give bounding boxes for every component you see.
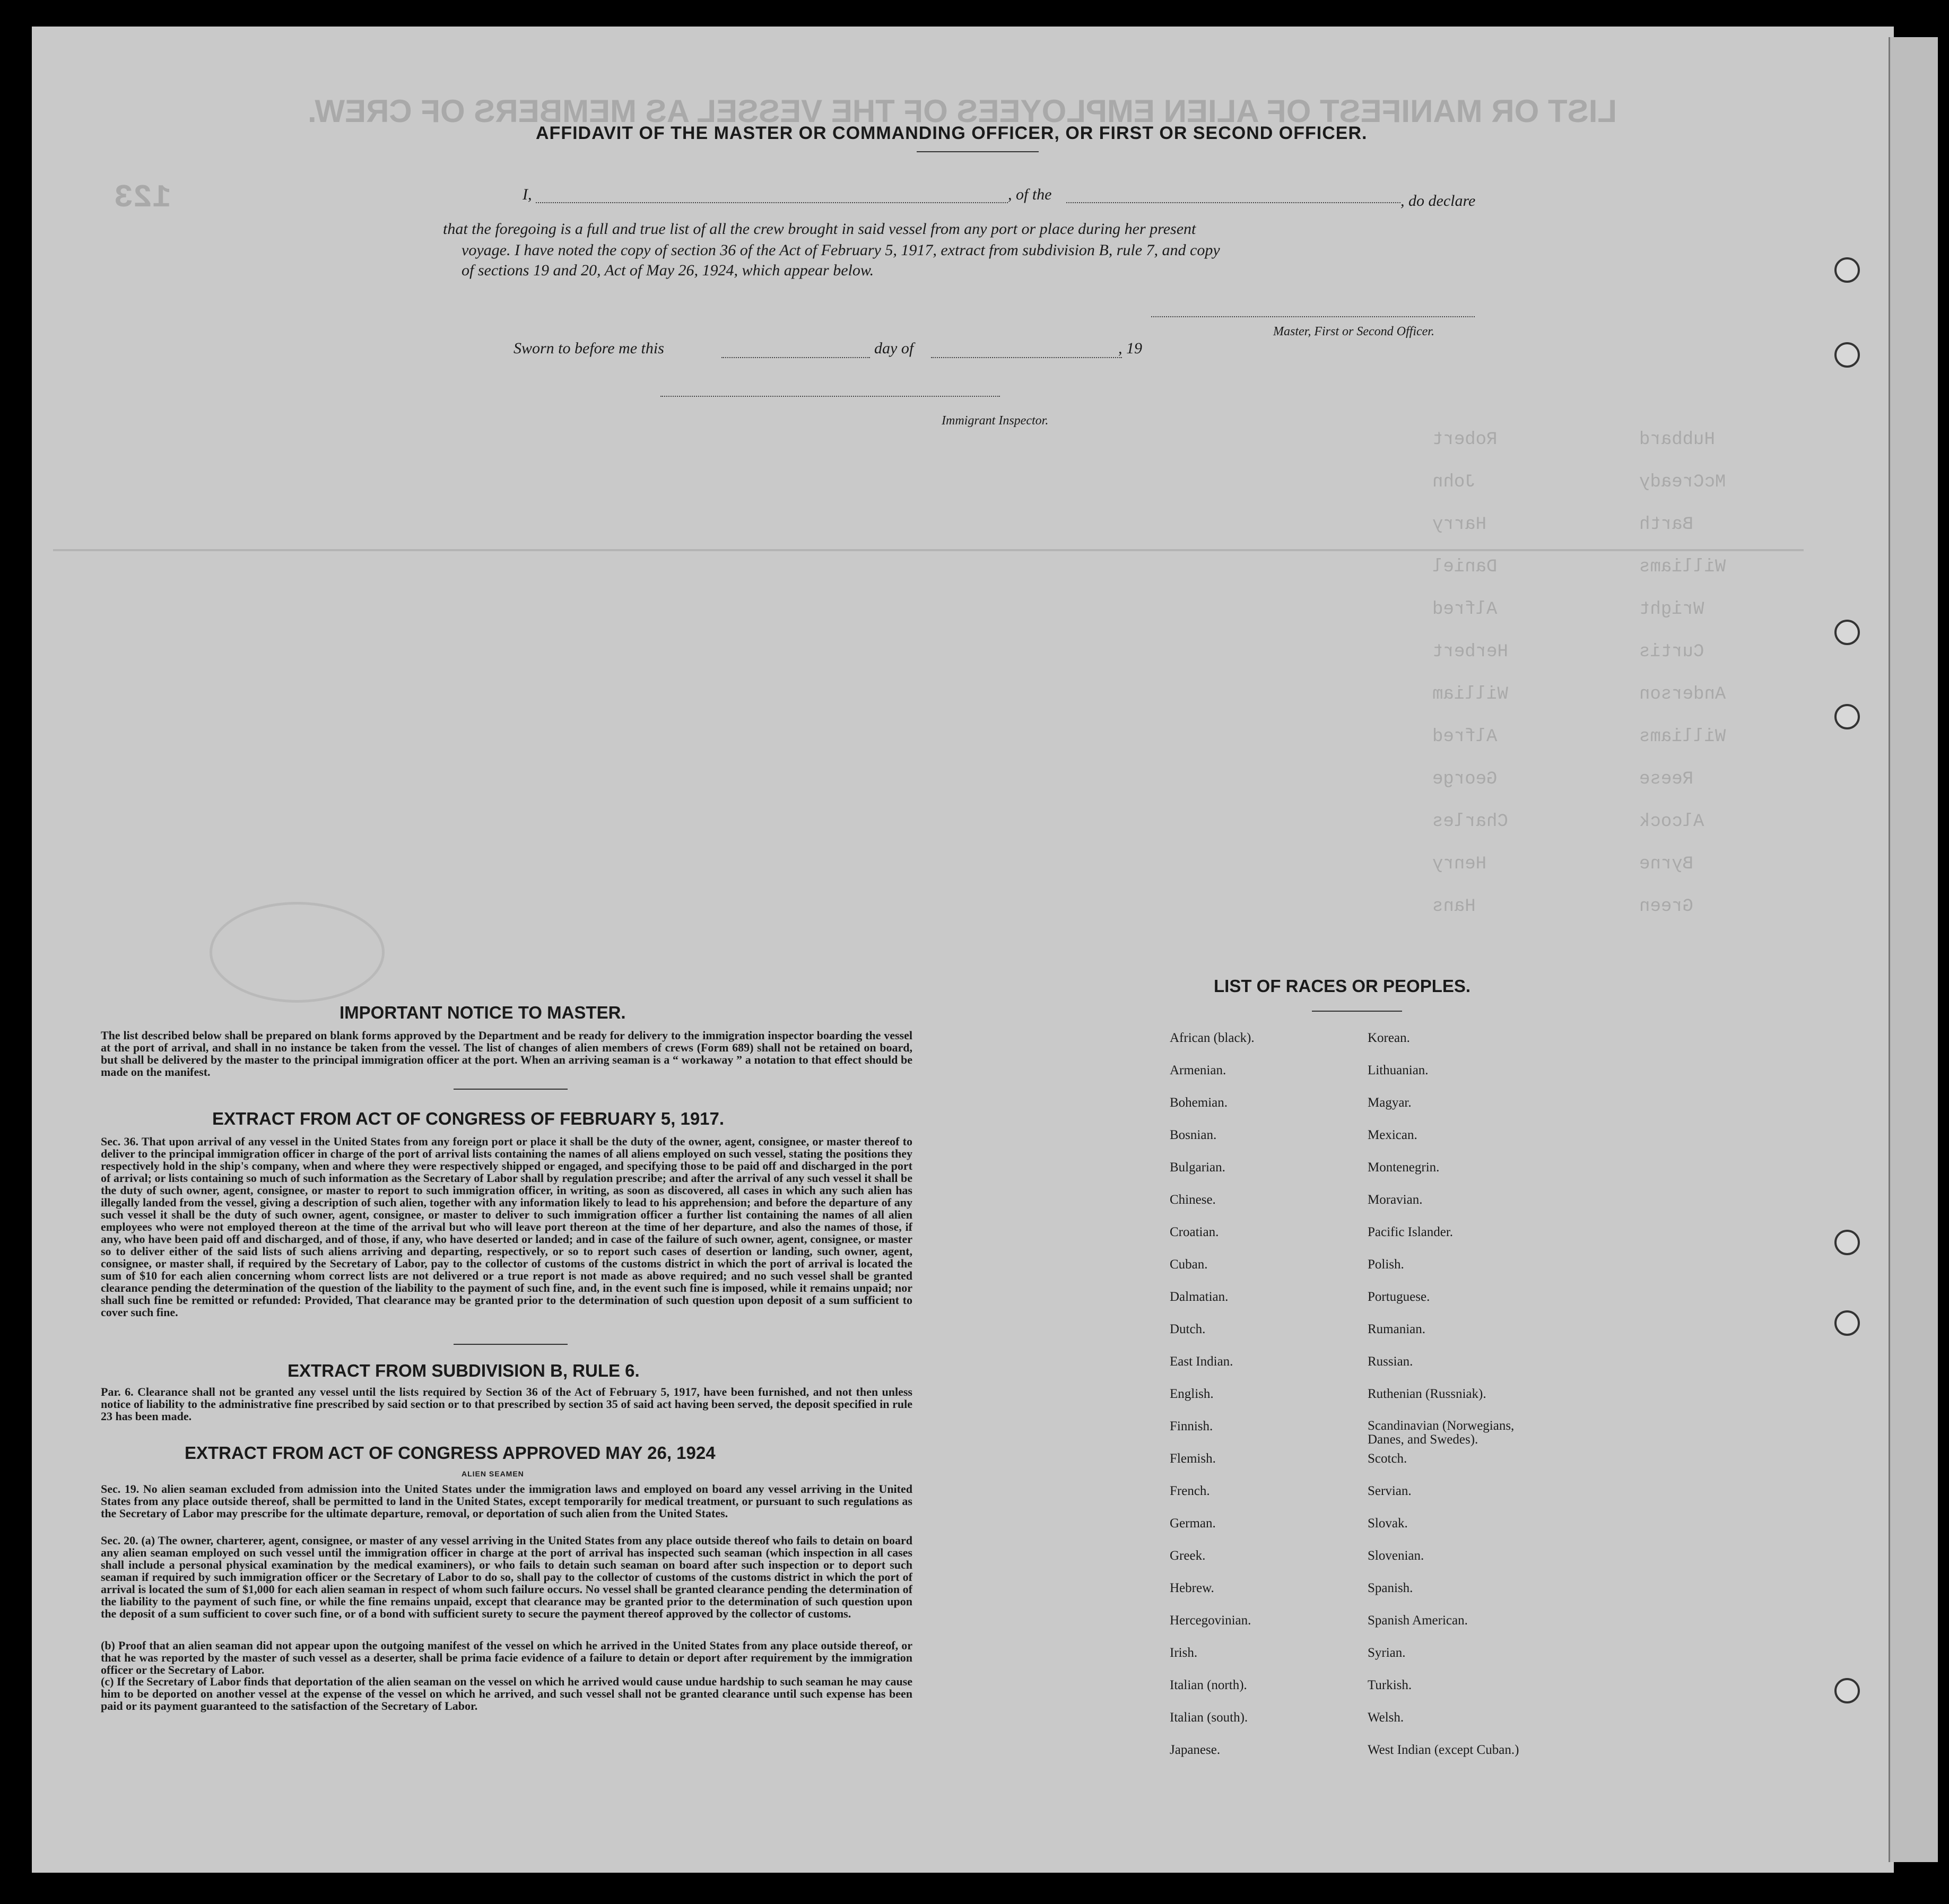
extract-rule6-text: Par. 6. Clearance shall not be granted any vessel until the lists required by Section 36 of the Act of February 5, 1917, have been furnished, and not then unless notice of liability to the administrative fine prescribed by said section or to that prescribed by section 35 of said act having been served, the deposit specified in rule 23 has been made. bbox=[101, 1385, 912, 1423]
bleed-through-heading: LIST OR MANIFEST OF ALIEN EMPLOYEES OF THE VESSEL AS MEMBERS OF CREW. bbox=[308, 93, 1617, 129]
affidavit-body-line: voyage. I have noted the copy of section 36 of the Act of February 5, 1917, extract from subdivision B, rule 7, and copy bbox=[462, 241, 1220, 259]
bleed-through-given-name: Charles bbox=[1432, 812, 1508, 832]
race-item: Cuban. bbox=[1170, 1257, 1208, 1272]
bleed-through-page-number: 123 bbox=[114, 180, 172, 216]
race-item: Slovak. bbox=[1368, 1516, 1408, 1531]
race-item: Dalmatian. bbox=[1170, 1290, 1229, 1304]
declarant-prefix: I, bbox=[523, 186, 532, 203]
race-item: Spanish. bbox=[1368, 1581, 1413, 1595]
race-item: German. bbox=[1170, 1516, 1216, 1531]
bleed-through-surname: Barth bbox=[1639, 515, 1694, 535]
extract-1924-sec20a: Sec. 20. (a) The owner, charterer, agent, consignee, or master of any vessel arriving in the United States from any place outside thereof who fails to detain on board any alien seaman employed on such vessel until the immigration officer in charge at the port of arrival has inspected such seaman (which inspection in all cases shall include a personal physical examination by the medical examiners), or who fails to detain such seaman on board after such inspection or to deport such seaman if required by such immigration officer or the Secretary of Labor to do so, shall pay to the collector of customs of the customs district in which the port of arrival is located the sum of $1,000 for each alien seaman in respect of whom such failure occurs. No vessel shall be granted clearance pending the determination of the liability to the payment of such fine, or while the fine remains unpaid, except that clearance may be granted prior to the determination of such question upon the deposit of a sum sufficient to cover such fine, or of a bond with sufficient surety to secure the payment thereof approved by the collector of customs. bbox=[101, 1534, 912, 1620]
affidavit-body-line: that the foregoing is a full and true list of all the crew brought in said vessel from any port or place during her present bbox=[443, 220, 1196, 238]
extract-1917-text: Sec. 36. That upon arrival of any vessel in the United States from any foreign port or place it shall be the duty of the owner, agent, consignee, or master thereof to deliver to the principal immigration officer in charge of the port of arrival lists containing the names of all aliens employed on such vessel, stating the positions they respectively hold in the ship's company, when and where they were respectively shipped or engaged, and specifying those to be paid off and discharged in the port of arrival; or lists containing so much of such information as the Secretary of Labor shall by regulation prescribe; and after the arrival of any such vessel it shall be the duty of such owner, agent, consignee, or master to report to such immigration officer, in writing, as soon as discovered, all cases in which any such alien has illegally landed from the vessel, giving a description of such alien, together with any information likely to lead to his apprehension; and before the departure of any such vessel it shall be the duty of such owner, agent, consignee, or master to deliver to such immigration officer a further list containing the names of all alien employees who were not employed thereon at the time of the arrival but who will leave port thereon at the time of her departure, and also the names of those, if any, who have been paid off and discharged, and of those, if any, who have deserted or landed; and in case of the failure of such owner, agent, consignee, or master so to deliver either of the said lists of such aliens arriving and departing, respectively, or so to report such cases of desertion or landing, such owner, agent, consignee, or master shall, if required by the Secretary of Labor, pay to the collector of customs of the customs district in which the port of arrival is located the sum of $10 for each alien concerning whom correct lists are not delivered or a true report is not made as above required; and no such vessel shall be granted clearance pending the determination of the question of the liability to the payment of such fine, and, in the event such fine is imposed, while it remains unpaid; nor shall such fine be remitted or refunded: Provided, That clearance may be granted prior to the determination of such question upon deposit of a sum sufficient to cover such fine. bbox=[101, 1135, 912, 1319]
race-item: English. bbox=[1170, 1387, 1214, 1401]
divider bbox=[454, 1344, 568, 1345]
race-item: Japanese. bbox=[1170, 1743, 1221, 1757]
binder-hole bbox=[1834, 342, 1860, 368]
year-label: , 19 bbox=[1118, 340, 1142, 357]
bleed-through-surname: Reese bbox=[1639, 769, 1694, 789]
race-item: Bosnian. bbox=[1170, 1128, 1217, 1142]
bleed-through-surname: Wright bbox=[1639, 599, 1704, 620]
race-item: Pacific Islander. bbox=[1368, 1225, 1454, 1239]
races-title: LIST OF RACES OR PEOPLES. bbox=[1214, 976, 1471, 996]
binder-hole bbox=[1834, 1310, 1860, 1336]
extract-1917-title: EXTRACT FROM ACT OF CONGRESS OF FEBRUARY 5, 1917. bbox=[212, 1109, 725, 1128]
extract-1924-sec20b: (b) Proof that an alien seaman did not appear upon the outgoing manifest of the vessel on which he arrived in the United States from any place outside thereof, or that he was reported by the master of such vessel as a deserter, shall be prima facie evidence of a failure to detain or deport after requirement by the immigration officer or the Secretary of Labor. bbox=[101, 1639, 912, 1676]
inspector-signature-caption: Immigrant Inspector. bbox=[942, 414, 1049, 428]
race-item: Magyar. bbox=[1368, 1096, 1412, 1110]
race-item: Spanish American. bbox=[1368, 1613, 1468, 1628]
extract-1924-sec19: Sec. 19. No alien seaman excluded from admission into the United States under the immigration laws and employed on board any vessel arriving in the United States from any place outside thereof, shall be permitted to land in the United States, except temporarily for medical treatment, or pursuant to such regulations as the Secretary of Labor may prescribe for the ultimate departure, removal, or deportation of such alien from the United States. bbox=[101, 1482, 912, 1520]
vessel-name-line[interactable] bbox=[1066, 202, 1400, 203]
bleed-through-given-name: John bbox=[1432, 472, 1476, 492]
bleed-through-given-name: George bbox=[1432, 769, 1498, 789]
race-item: Bohemian. bbox=[1170, 1096, 1228, 1110]
bleed-through-given-name: Alfred bbox=[1432, 727, 1498, 747]
bleed-through-surname: Williams bbox=[1639, 557, 1726, 577]
bleed-through-surname: McCready bbox=[1639, 472, 1726, 492]
race-item: Hebrew. bbox=[1170, 1581, 1214, 1595]
race-item: Moravian. bbox=[1368, 1193, 1423, 1207]
bleed-through-given-name: Harry bbox=[1432, 515, 1487, 535]
extract-rule6-title: EXTRACT FROM SUBDIVISION B, RULE 6. bbox=[288, 1361, 640, 1380]
vessel-of-label: , of the bbox=[1008, 186, 1052, 203]
divider bbox=[454, 1089, 568, 1090]
bleed-through-rule bbox=[53, 549, 1804, 551]
bleed-through-surname: Curtis bbox=[1639, 642, 1704, 662]
underlying-page-edge bbox=[1889, 37, 1938, 1862]
binder-hole bbox=[1834, 257, 1860, 283]
race-item: Greek. bbox=[1170, 1549, 1206, 1563]
declare-label: , do declare bbox=[1400, 192, 1476, 210]
race-item: West Indian (except Cuban.) bbox=[1368, 1743, 1519, 1757]
race-item: Russian. bbox=[1368, 1354, 1413, 1369]
sworn-label: Sworn to before me this bbox=[514, 340, 664, 357]
bleed-through-given-name: Herbert bbox=[1432, 642, 1508, 662]
binder-hole bbox=[1834, 1678, 1860, 1703]
inspector-signature-line[interactable] bbox=[660, 395, 1000, 397]
bleed-through-given-name: Hans bbox=[1432, 897, 1476, 917]
divider bbox=[917, 151, 1039, 152]
affidavit-title: AFFIDAVIT OF THE MASTER OR COMMANDING OFFICER, OR FIRST OR SECOND OFFICER. bbox=[536, 123, 1368, 143]
race-item: Croatian. bbox=[1170, 1225, 1219, 1239]
bleed-through-surname: Hubbard bbox=[1639, 430, 1715, 450]
race-item: Syrian. bbox=[1368, 1646, 1406, 1660]
notice-text: The list described below shall be prepared on blank forms approved by the Department and be ready for delivery to the immigration inspector boarding the vessel at the port of arrival, and shall in no instance be taken from the vessel. The list of changes of alien members of crews (Form 689) shall not be retained on board, but shall be delivered by the master to the principal immigration officer at the port. When an arriving seaman is a “ workaway ” a notation to that effect should be made on the manifest. bbox=[101, 1029, 912, 1079]
race-item: Slovenian. bbox=[1368, 1549, 1424, 1563]
divider bbox=[1312, 1011, 1402, 1012]
extract-1924-subtitle: ALIEN SEAMEN bbox=[462, 1470, 524, 1478]
race-item: Lithuanian. bbox=[1368, 1063, 1429, 1077]
race-item: Servian. bbox=[1368, 1484, 1412, 1498]
race-item: Scotch. bbox=[1368, 1451, 1407, 1466]
race-item: Finnish. bbox=[1170, 1419, 1213, 1433]
race-item: Rumanian. bbox=[1368, 1322, 1426, 1336]
race-item: Welsh. bbox=[1368, 1710, 1404, 1725]
race-item: Irish. bbox=[1170, 1646, 1198, 1660]
bleed-through-given-name: William bbox=[1432, 684, 1508, 705]
notice-title: IMPORTANT NOTICE TO MASTER. bbox=[340, 1003, 626, 1022]
binder-hole bbox=[1834, 620, 1860, 645]
race-item: Italian (north). bbox=[1170, 1678, 1247, 1692]
master-signature-caption: Master, First or Second Officer. bbox=[1273, 325, 1434, 338]
race-item: Chinese. bbox=[1170, 1193, 1216, 1207]
binder-hole bbox=[1834, 1230, 1860, 1255]
race-item: French. bbox=[1170, 1484, 1210, 1498]
race-item: East Indian. bbox=[1170, 1354, 1233, 1369]
bleed-through-given-name: Robert bbox=[1432, 430, 1498, 450]
affidavit-body-line: of sections 19 and 20, Act of May 26, 1924, which appear below. bbox=[462, 262, 874, 279]
race-item: Armenian. bbox=[1170, 1063, 1226, 1077]
extract-1924-sec20c: (c) If the Secretary of Labor finds that deportation of the alien seaman on the vessel on which he arrived would cause undue hardship to such seaman he may cause him to be deported on another vessel at the expense of the vessel on which he arrived, and such vessel shall not be granted clearance until such expense has been paid or its payment guaranteed to the satisfaction of the Secretary of Labor. bbox=[101, 1675, 912, 1712]
day-of-label: day of bbox=[874, 340, 914, 357]
race-item: Montenegrin. bbox=[1368, 1160, 1440, 1175]
race-item: Italian (south). bbox=[1170, 1710, 1248, 1725]
race-item: Flemish. bbox=[1170, 1451, 1216, 1466]
bleed-through-given-name: Henry bbox=[1432, 854, 1487, 874]
declarant-name-line[interactable] bbox=[536, 202, 1008, 203]
bleed-through-surname: Alcock bbox=[1639, 812, 1704, 832]
bleed-through-given-name: Daniel bbox=[1432, 557, 1498, 577]
bleed-through-surname: Anderson bbox=[1639, 684, 1726, 705]
bleed-through-surname: Williams bbox=[1639, 727, 1726, 747]
sworn-month-line[interactable] bbox=[931, 357, 1122, 358]
binder-hole bbox=[1834, 704, 1860, 729]
bleed-through-given-name: Alfred bbox=[1432, 599, 1498, 620]
race-item: Mexican. bbox=[1368, 1128, 1417, 1142]
race-item: African (black). bbox=[1170, 1031, 1255, 1045]
race-item: Scandinavian (Norwegians, Danes, and Swedes). bbox=[1368, 1419, 1515, 1447]
race-item: Bulgarian. bbox=[1170, 1160, 1225, 1175]
race-item: Hercegovinian. bbox=[1170, 1613, 1251, 1628]
race-item: Ruthenian (Russniak). bbox=[1368, 1387, 1486, 1401]
extract-1924-title: EXTRACT FROM ACT OF CONGRESS APPROVED MAY 26, 1924 bbox=[185, 1443, 716, 1463]
race-item: Korean. bbox=[1368, 1031, 1410, 1045]
bleed-through-surname: Green bbox=[1639, 897, 1694, 917]
bleed-through-surname: Byrne bbox=[1639, 854, 1694, 874]
race-item: Polish. bbox=[1368, 1257, 1404, 1272]
faint-stamp bbox=[210, 902, 385, 1003]
race-item: Portuguese. bbox=[1368, 1290, 1430, 1304]
master-signature-line[interactable] bbox=[1151, 316, 1475, 317]
race-item: Turkish. bbox=[1368, 1678, 1412, 1692]
race-item: Dutch. bbox=[1170, 1322, 1206, 1336]
sworn-day-line[interactable] bbox=[721, 357, 870, 358]
